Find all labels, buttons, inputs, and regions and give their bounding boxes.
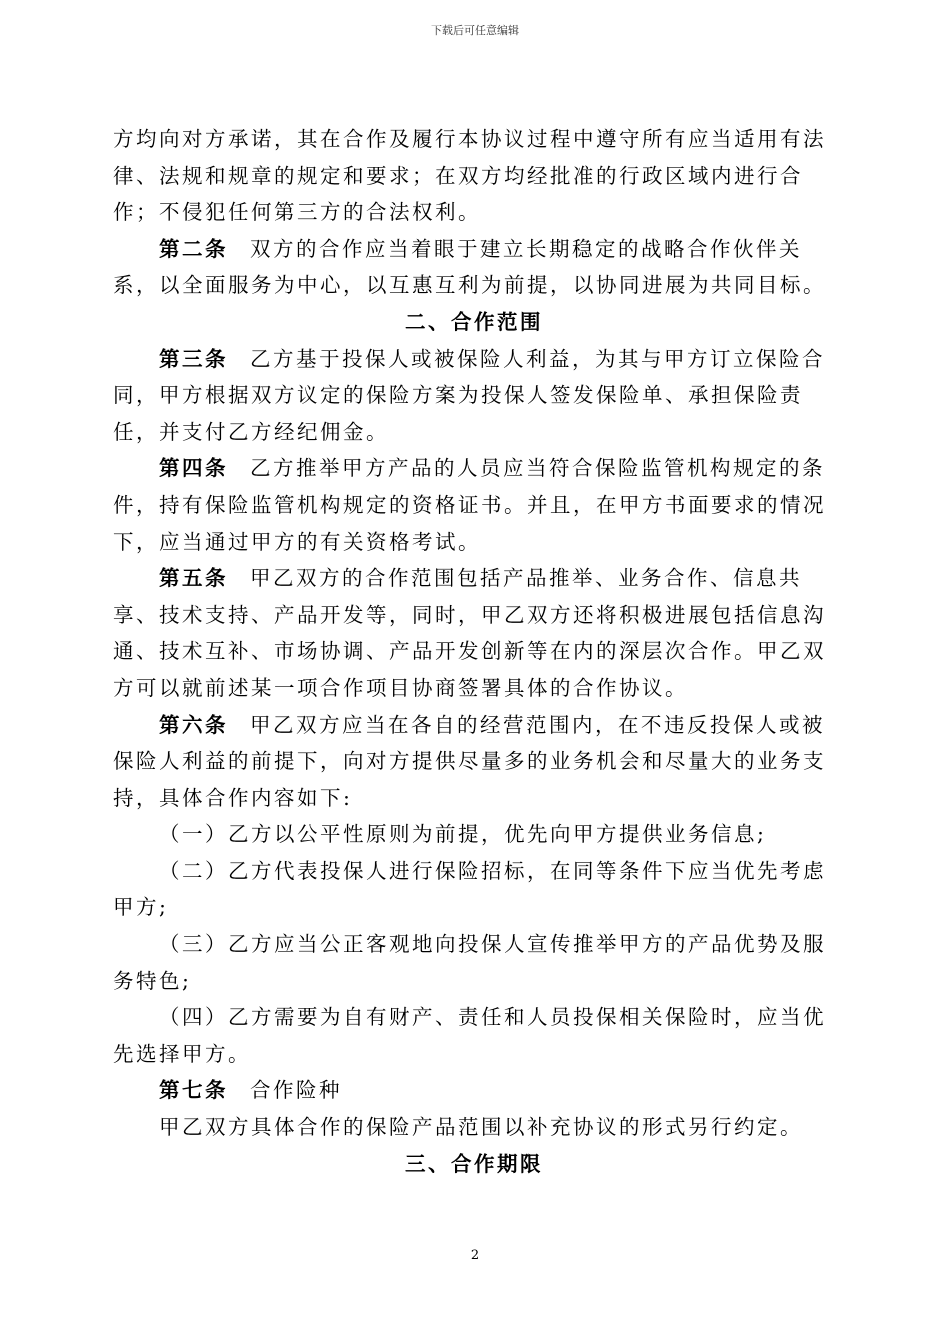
list-item-3: （三）乙方应当公正客观地向投保人宣传推举甲方的产品优势及服务特色; (113, 932, 826, 993)
article-5-text: 甲乙双方的合作范围包括产品推举、业务合作、信息共享、技术支持、产品开发等，同时，甲乙双方还将积极进展包括信息沟通、技术互补、市场协调、产品开发创新等在内的深层次合作。甲乙双方可以就前述某一项合作项目协商签署具体的合作协议。 (113, 566, 826, 700)
page-header: 下载后可任意编辑 (431, 24, 519, 37)
article-3 (113, 341, 835, 451)
article-5-title: 第五条 (159, 566, 228, 591)
article-6-title: 第六条 (159, 712, 228, 737)
article-4-title: 第四条 (159, 456, 228, 481)
document-body (113, 121, 835, 1182)
article-3-text: 乙方基于投保人或被保险人利益，为其与甲方订立保险合同，甲方根据双方议定的保险方案为投保人签发保险单、承担保险责任，并支付乙方经纪佣金。 (113, 346, 825, 444)
article-2 (113, 231, 835, 304)
article-4-text: 乙方推举甲方产品的人员应当符合保险监管机构规定的条件，持有保险监管机构规定的资格证书。并且，在甲方书面要求的情况下，应当通过甲方的有关资格考试。 (113, 456, 826, 554)
article-7-body: 甲乙双方具体合作的保险产品范围以补充协议的形式另行约定。 (159, 1115, 803, 1140)
article-7 (113, 1072, 835, 1109)
article-7-title: 第七条 (159, 1078, 228, 1103)
article-6 (113, 707, 835, 817)
list-item-2: （二）乙方代表投保人进行保险招标，在同等条件下应当优先考虑甲方; (113, 858, 826, 920)
article-3-title: 第三条 (159, 346, 228, 371)
list-item-1: （一）乙方以公平性原则为前提，优先向甲方提供业务信息; (159, 822, 767, 847)
page-number: 2 (470, 1248, 480, 1263)
article-4 (113, 450, 835, 560)
section-heading-scope: 二、合作范围 (405, 309, 543, 334)
article-5 (113, 560, 835, 706)
paragraph-continuation: 方均向对方承诺，其在合作及履行本协议过程中遵守所有应当适用有法律、法规和规章的规定和要求；在双方均经批准的行政区域内进行合作；不侵犯任何第三方的合法权利。 (113, 127, 826, 225)
article-6-text: 甲乙双方应当在各自的经营范围内，在不违反投保人或被保险人利益的前提下，向对方提供尽量多的业务机会和尽量大的业务支持，具体合作内容如下: (113, 712, 826, 810)
article-7-text: 合作险种 (250, 1078, 342, 1103)
section-heading-term: 三、合作期限 (405, 1151, 543, 1176)
article-2-text: 双方的合作应当着眼于建立长期稳定的战略合作伙伴关系，以全面服务为中心，以互惠互利为前提，以协同进展为共同目标。 (113, 236, 826, 298)
list-item-4: （四）乙方需要为自有财产、责任和人员投保相关保险时，应当优先选择甲方。 (113, 1005, 826, 1066)
article-2-title: 第二条 (159, 236, 228, 261)
